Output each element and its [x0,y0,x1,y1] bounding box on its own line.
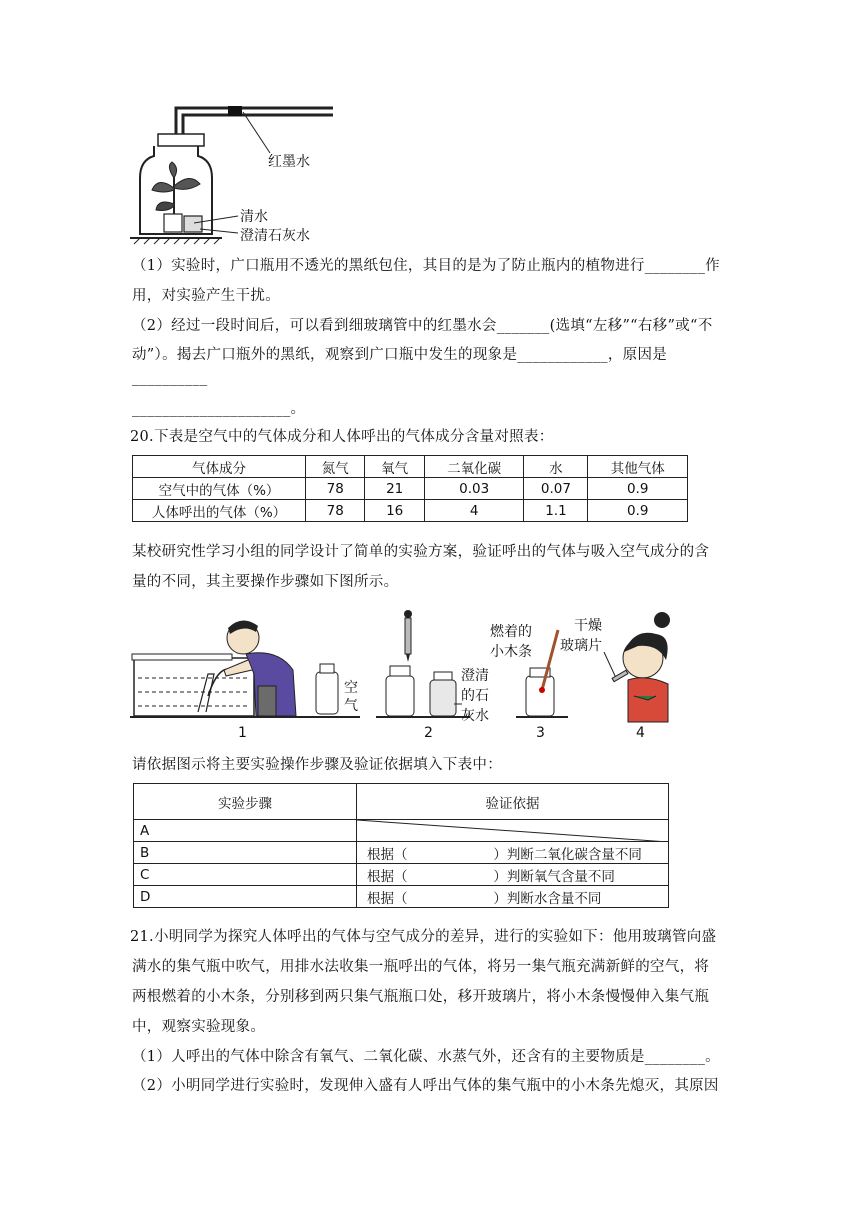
table-cell: 空气中的气体（%） [133,478,306,500]
label-limewater: 澄清石灰水 [240,228,310,244]
table-cell: 16 [365,500,424,522]
table-cell: 0.07 [524,478,588,500]
step-number: 2 [424,725,433,741]
table-header-row [133,456,688,478]
q19-part1-line2: 用，对实验产生干扰。 [132,288,280,304]
table-cell: 1.1 [524,500,588,522]
label-clear-water: 清水 [240,209,268,225]
label-burning-1: 燃着的 [490,624,532,640]
small-beaker [164,214,182,232]
table-cell: 78 [306,500,365,522]
table-header-cell: 验证依据 [357,784,669,820]
table-header-cell: 气体成分 [133,456,306,478]
bottle-2a [386,676,414,716]
q21-sub1: （1）人呼出的气体中除含有氧气、二氧化碳、水蒸气外，还含有的主要物质是________。 [132,1049,720,1065]
table-cell: C [134,864,357,886]
q19-part2-line1: （2）经过一段时间后，可以看到细玻璃管中的红墨水会_______(选填“左移”“右移”或“不 [132,318,713,334]
table-header-cell: 氧气 [365,456,424,478]
table-cell: D [134,886,357,908]
q21-line1: 21.小明同学为探究人体呼出的气体与空气成分的差异，进行的实验如下：他用玻璃管向盛 [130,929,717,945]
table-header-cell: 二氧化碳 [424,456,524,478]
q19-part2-line2: 动”）。揭去广口瓶外的黑纸，观察到广口瓶中发生的现象是____________，原因是 [132,347,668,363]
label-dry-1: 干燥 [574,618,602,634]
q20-paragraph-line1: 某校研究性学习小组的同学设计了简单的实验方案，验证呼出的气体与吸入空气成分的含 [132,544,710,560]
table-cell: A [134,820,357,842]
small-beaker-lime [184,216,202,232]
stopper [158,134,204,146]
table-cell: 78 [306,478,365,500]
apparatus-figure [128,98,348,246]
q21-line4: 中，观察实验现象。 [132,1019,266,1035]
dropper-bulb [404,610,412,618]
label-red-ink: 红墨水 [268,154,310,170]
table-row [133,478,688,500]
table-cell: 根据（ ）判断水含量不同 [357,886,669,908]
label-limewater-2: 的石 [461,688,489,704]
table-header-cell: 其他气体 [588,456,688,478]
limewater-bottle [430,680,456,716]
step-number: 3 [536,725,545,741]
table-cell: 0.9 [588,478,688,500]
label-pointer [243,112,270,153]
air-bottle [316,672,338,714]
table-cell: 0.03 [424,478,524,500]
table-row [134,864,669,886]
table-cell: B [134,842,357,864]
table-row [134,820,669,842]
experiment-steps-figure [128,600,673,742]
q20-intro: 20.下表是空气中的气体成分和人体呼出的气体成分含量对照表： [130,429,554,445]
q21-line2: 满水的集气瓶中吹气，用排水法收集一瓶呼出的气体，将另一集气瓶充满新鲜的空气，将 [132,959,710,975]
table-cell: 根据（ ）判断二氧化碳含量不同 [357,842,669,864]
label-burning-2: 小木条 [490,644,532,660]
table-row [134,886,669,908]
q20-instruction: 请依据图示将主要实验操作步骤及验证依据填入下表中： [132,757,502,773]
table-cell: 21 [365,478,424,500]
q19-part2-line3: __________ [132,370,208,386]
q19-part2-line4: _____________________。 [132,401,306,417]
q21-line3: 两根燃着的小木条，分别移到两只集气瓶瓶口处，移开玻璃片，将小木条慢慢伸入集气瓶 [132,989,710,1005]
q19-part1-line1: （1）实验时，广口瓶用不透光的黑纸包住，其目的是为了防止瓶内的植物进行________作 [132,258,720,274]
table-cell: 根据（ ）判断氧气含量不同 [357,864,669,886]
table-cell: 0.9 [588,500,688,522]
label-limewater-3: 灰水 [461,708,489,724]
table-header-cell: 氮气 [306,456,365,478]
table-cell: 4 [424,500,524,522]
table-cell: 人体呼出的气体（%） [133,500,306,522]
step-number: 1 [238,725,247,741]
label-air-2: 气 [344,698,358,714]
q21-sub2: （2）小明同学进行实验时，发现伸入盛有人呼出气体的集气瓶中的小木条先熄灭，其原因 [132,1078,719,1094]
diagonal-cell [357,820,669,842]
label-limewater-1: 澄清 [461,668,489,684]
step-number: 4 [636,725,645,741]
label-dry-2: 玻璃片 [560,638,602,654]
table-header-cell: 实验步骤 [134,784,357,820]
red-ink-drop [228,106,242,116]
steps-table [133,783,669,908]
gas-composition-table [132,455,688,522]
table-row [134,842,669,864]
table-row [133,500,688,522]
q20-paragraph-line2: 量的不同，其主要操作步骤如下图所示。 [132,574,399,590]
table-header-row [134,784,669,820]
bottle-3 [526,676,554,716]
table-header-cell: 水 [524,456,588,478]
label-air-1: 空 [344,680,358,696]
